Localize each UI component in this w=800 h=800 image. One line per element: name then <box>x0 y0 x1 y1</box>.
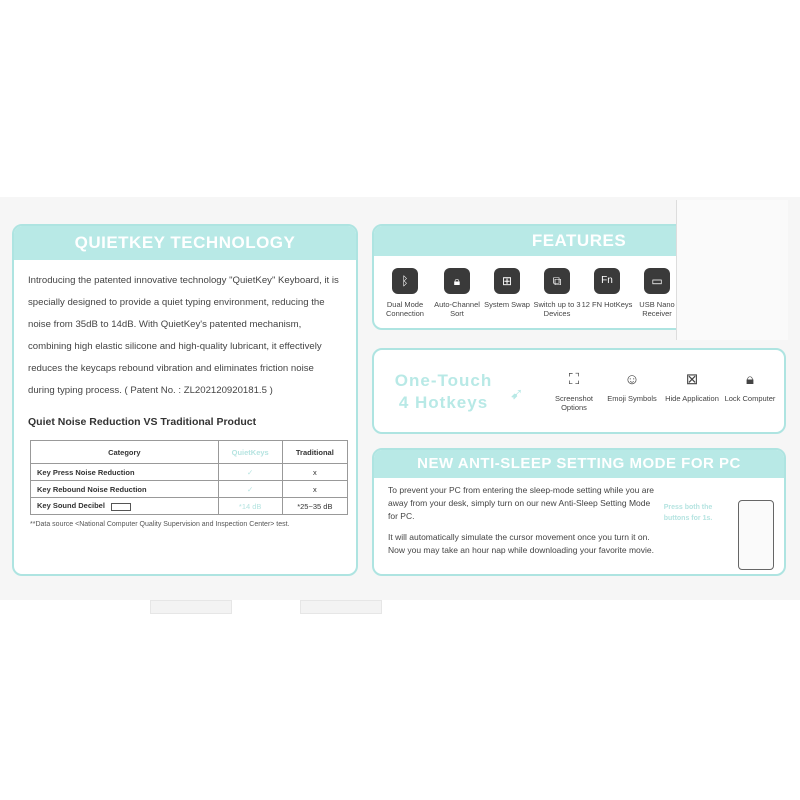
feature-item <box>430 268 484 318</box>
hotkey-item <box>602 370 662 403</box>
header-category: Category <box>31 441 219 464</box>
feature-item <box>378 268 432 318</box>
keypad-hand-icon <box>738 500 774 570</box>
one-touch-line2: 4 Hotkeys <box>398 393 489 412</box>
feature-label: Auto-Channel Sort <box>434 300 480 318</box>
tech-title: QUIETKEY TECHNOLOGY <box>14 226 356 260</box>
hotkey-label: Emoji Symbols <box>607 394 657 403</box>
row-quietkeys: ✓ <box>218 481 282 498</box>
table-header-row <box>31 441 348 464</box>
box-flap <box>150 600 232 614</box>
features-title: FEATURES <box>374 226 784 256</box>
table-row <box>31 464 348 481</box>
row-category: Key Rebound Noise Reduction <box>31 481 219 498</box>
pointer-icon: ➹ <box>510 386 524 403</box>
one-touch-heading <box>386 370 501 414</box>
feature-label: Switch up to 3 Devices <box>533 300 581 318</box>
row-traditional: *25~35 dB <box>282 498 347 515</box>
tech-intro: Introducing the patented innovative technology "QuietKey" Keyboard, it is specially designed to provide a quiet typing environment, reducing the noise from 35dB to 14dB. With QuietKey's patented mechanism, combining high elastic silicone and high-quality lubricant, it effectively reduces the keycaps rebound vibration and eliminates friction noise during typing process. ( Patent No. : ZL202120920181.5 ) <box>28 275 339 396</box>
header-traditional: Traditional <box>282 441 347 464</box>
screenshot-icon: ⛶ <box>568 371 580 388</box>
hide-app-icon: ⊠ <box>685 371 699 388</box>
devices-icon: ⧉ <box>544 268 570 294</box>
anti-sleep-para2: It will automatically simulate the cursor movement once you turn it on. Now you may take an hour nap while downloading your favorite movie. <box>388 532 655 555</box>
hotkey-item <box>544 370 604 412</box>
feature-item <box>580 268 634 309</box>
anti-sleep-title: NEW ANTI-SLEEP SETTING MODE FOR PC <box>374 450 784 478</box>
hotkeys-panel <box>372 348 786 434</box>
data-source-footnote: **Data source <National Computer Quality Supervision and Inspection Center> test. <box>30 521 290 528</box>
row-category: Key Press Noise Reduction <box>31 464 219 481</box>
box-flap <box>300 600 382 614</box>
header-quietkeys: QuietKeys <box>218 441 282 464</box>
hotkey-item <box>662 370 722 403</box>
feature-label: System Swap <box>484 300 530 309</box>
lock-icon: 🔒︎ <box>444 268 470 294</box>
anti-sleep-panel <box>372 448 786 576</box>
row-category <box>31 498 219 515</box>
row-traditional: x <box>282 464 347 481</box>
press-note: Press both the buttons for 1s. <box>663 504 713 522</box>
keyboard-icon <box>111 503 131 511</box>
feature-label: Dual Mode Connection <box>386 300 424 318</box>
product-info-sticker <box>676 200 788 340</box>
usb-receiver-icon: ▭ <box>644 268 670 294</box>
row-category-label: Key Sound Decibel <box>37 501 105 511</box>
row-traditional: x <box>282 481 347 498</box>
feature-label: USB Nano Receiver <box>639 300 675 318</box>
one-touch-line1: One-Touch <box>394 371 493 390</box>
windows-apple-icon: ⊞ <box>494 268 520 294</box>
lock-icon: 🔒︎ <box>746 371 754 388</box>
table-row <box>31 498 348 515</box>
table-row <box>31 481 348 498</box>
emoji-icon: ☺ <box>624 371 640 388</box>
bluetooth-icon: ᛒ <box>392 268 418 294</box>
hotkey-item <box>720 370 780 403</box>
comparison-table <box>30 440 348 515</box>
fn-icon: Fn <box>594 268 620 294</box>
feature-item <box>530 268 584 318</box>
row-quietkeys: *14 dB <box>218 498 282 515</box>
anti-sleep-para1: To prevent your PC from entering the sleep-mode setting while you are away from your desk, simply turn on our new Anti-Sleep Setting Mode for PC. <box>388 485 654 521</box>
hotkey-label: Screenshot Options <box>555 394 593 412</box>
feature-label: 12 FN HotKeys <box>581 300 633 309</box>
hotkey-label: Hide Application <box>665 394 719 403</box>
quietkey-technology-panel <box>12 224 358 576</box>
row-quietkeys: ✓ <box>218 464 282 481</box>
hotkey-label: Lock Computer <box>724 394 776 403</box>
feature-item <box>480 268 534 309</box>
anti-sleep-text <box>388 484 658 565</box>
comparison-title: Quiet Noise Reduction VS Traditional Product <box>28 416 257 428</box>
